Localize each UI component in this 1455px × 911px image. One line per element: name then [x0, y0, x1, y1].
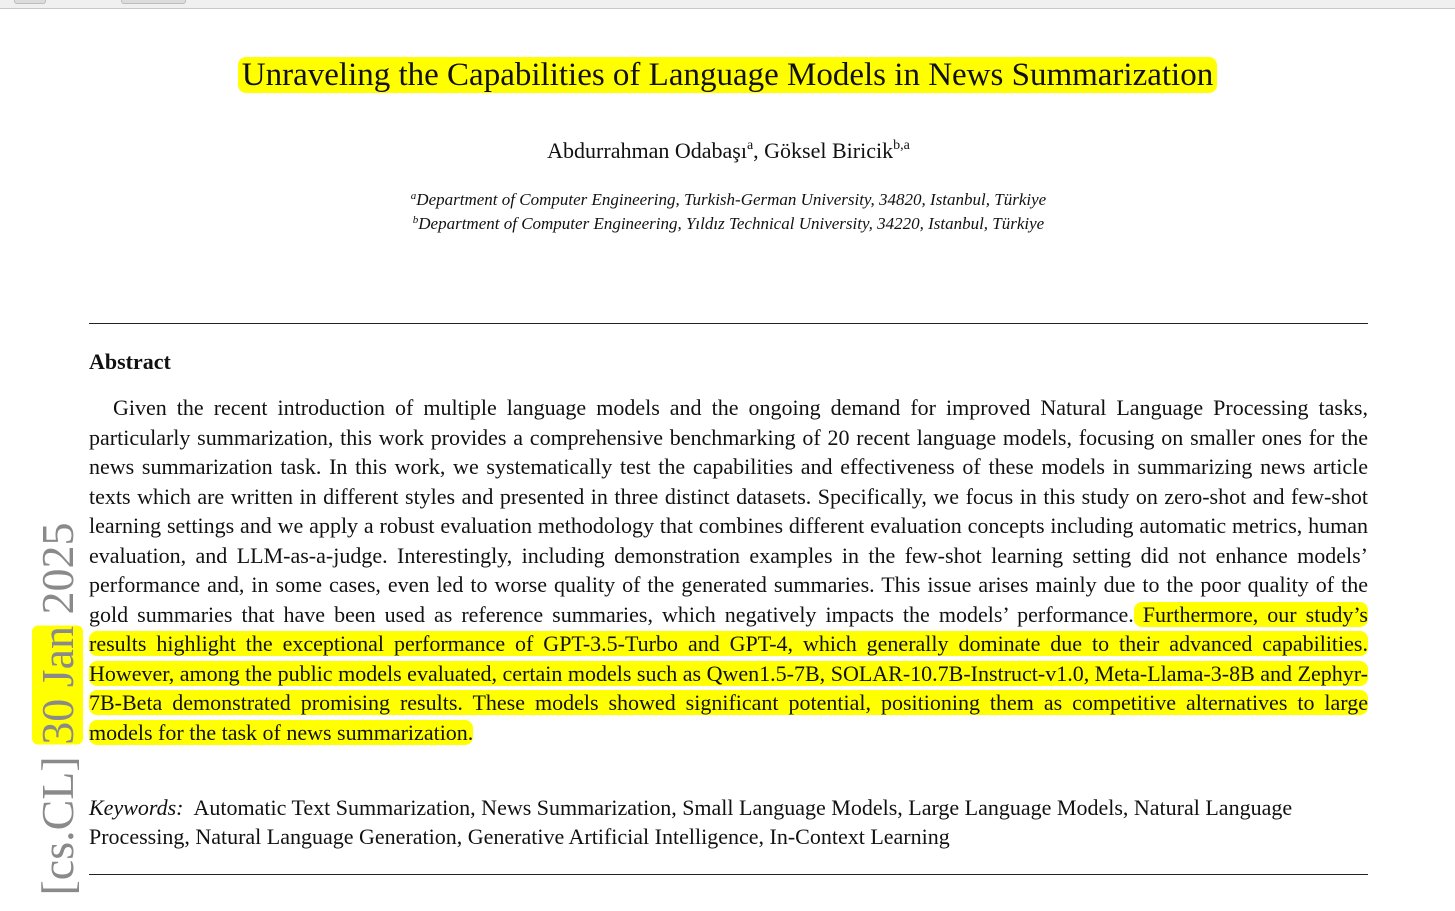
viewer-toolbar-edge	[0, 0, 1455, 9]
author-name: Abdurrahman Odabaşı	[547, 138, 747, 163]
keywords-label: Keywords:	[89, 795, 184, 820]
abstract-heading: Abstract	[89, 349, 171, 374]
footer-rule	[89, 874, 1368, 875]
arxiv-date-highlighted[interactable]: 30 Jan	[32, 625, 83, 745]
affiliation-text: Department of Computer Engineering, Turkish-German University, 34820, Istanbul, Türkiye	[416, 190, 1047, 209]
abstract-text[interactable]: Given the recent introduction of multiple language models and the ongoing demand for improved Natural Language Processing tasks, particularly summarization, this work provides a comprehensive benchmarking of 20 recent language models, focusing on smaller ones for the news summarization task. In this work, we systematically test the capabilities and effectiveness of these models in summarizing news article texts which are written in different styles and presented in three distinct datasets. Specifically, we focus in this study on zero-shot and few-shot learning settings and we apply a robust evaluation methodology that combines different evaluation concepts including automatic metrics, human evaluation, and LLM-as-a-judge. Interestingly, including demonstration examples in the few-shot learning setting did not enhance models’ performance and, in some cases, even led to worse quality of the generated summaries. This issue arises mainly due to the poor quality of the gold summaries that have been used as reference summaries, which negatively impacts the models’ performance.	[89, 395, 1368, 627]
arxiv-year: 2025	[32, 522, 83, 615]
arxiv-side-stamp	[32, 522, 83, 896]
paper-title	[0, 55, 1455, 95]
affiliation-mark: a	[410, 190, 417, 202]
affiliation-line	[0, 189, 1455, 211]
keywords	[89, 793, 1368, 851]
paper-title-text[interactable]: Unraveling the Capabilities of Language Models in News Summarization	[238, 57, 1217, 93]
affiliation-text: Department of Computer Engineering, Yıldız Technical University, 34220, Istanbul, Türkiye	[418, 214, 1045, 233]
author-name: Göksel Biricik	[764, 138, 894, 163]
author-affil-mark: b,a	[893, 138, 910, 153]
affiliation-line	[0, 213, 1455, 235]
toolbar-tab-stub[interactable]	[121, 0, 186, 4]
pdf-page	[0, 9, 1455, 911]
author-list	[0, 137, 1455, 165]
toolbar-tab-stub[interactable]	[14, 0, 46, 4]
author-affil-mark: a	[746, 138, 754, 153]
author-separator: ,	[753, 138, 765, 163]
header-rule	[89, 323, 1368, 324]
abstract-body[interactable]	[89, 393, 1368, 747]
affiliation-mark: b	[412, 214, 419, 226]
abstract-highlighted-text[interactable]: Furthermore, our study’s results highlight the exceptional performance of GPT-3.5-Turbo and GPT-4, which generally dominate due to their advanced capabilities. However, among the public models evaluated, certain models such as Qwen1.5-7B, SOLAR-10.7B-Instruct-v1.0, Meta-Llama-3-8B and Zephyr-7B-Beta demonstrated promising results. These models showed significant potential, positioning them as competitive alternatives to large models for the task of news summarization.	[89, 601, 1368, 745]
keywords-text[interactable]: Automatic Text Summarization, News Summarization, Small Language Models, Large Language Models, Natural Language Processing, Natural Language Generation, Generative Artificial Intelligence, In-Context Learning	[89, 795, 1293, 849]
arxiv-category: [cs.CL]	[32, 756, 83, 896]
